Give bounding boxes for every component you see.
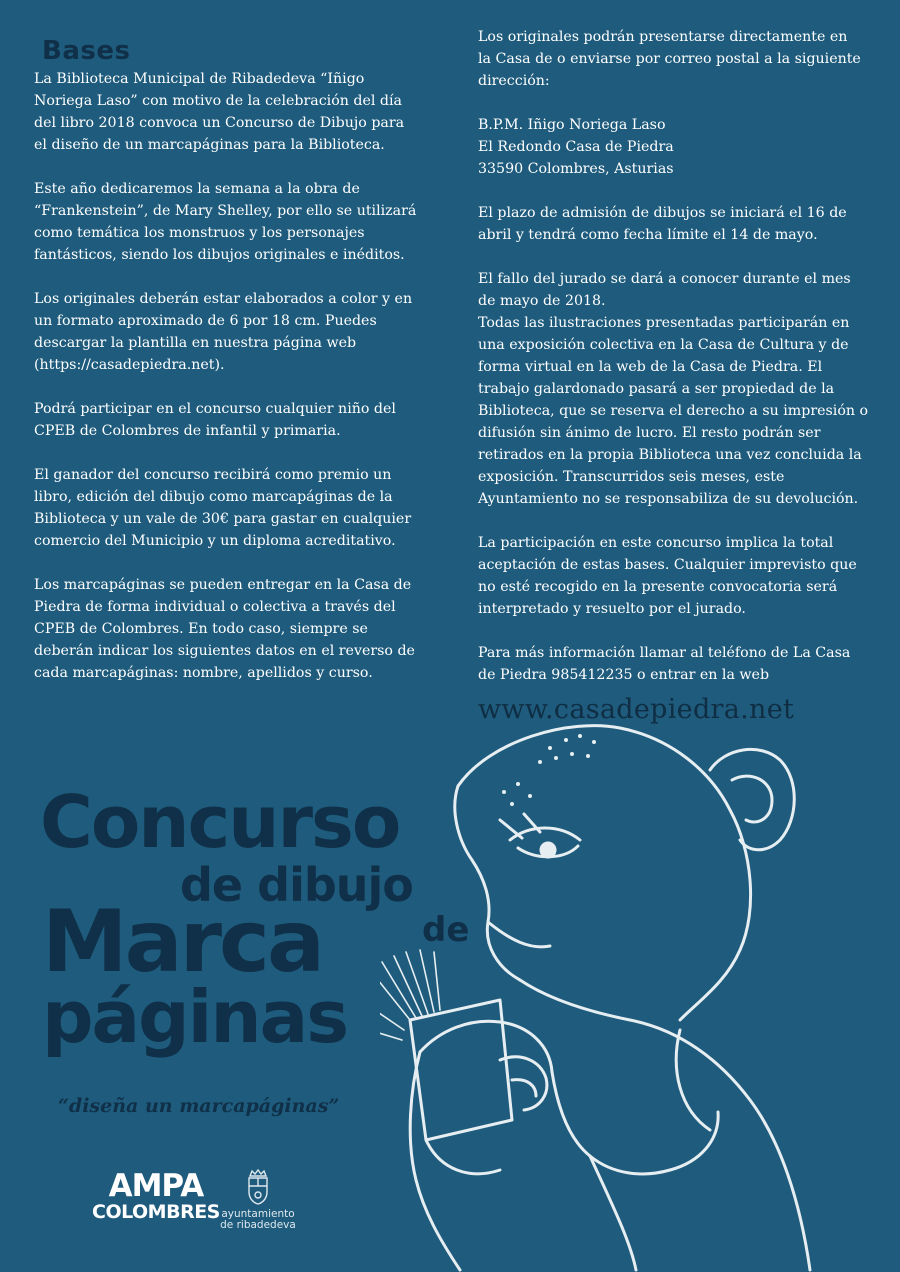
- ampa-logo-line1: AMPA: [108, 1168, 204, 1204]
- bases-paragraph-1: La Biblioteca Municipal de Ribadedeva “Iñigo Noriega Laso” con motivo de la celebración del día del libro 2018 convoca un Concurso de Dibujo para el diseño de un marcapáginas para la Biblioteca.: [34, 71, 405, 153]
- acceptance-paragraph: La participación en este concurso implica la total aceptación de estas bases. Cualquier imprevisto que no esté recogido en la presente convocatoria será interpretado y resuelto por el jurado.: [478, 535, 857, 617]
- bases-paragraph-4: Podrá participar en el concurso cualquier niño del CPEB de Colombres de infantil y primaria.: [34, 401, 396, 439]
- submission-paragraph: Los originales podrán presentarse directamente en la Casa de o enviarse por correo postal a la siguiente dirección:: [478, 29, 861, 89]
- bases-paragraph-3: Los originales deberán estar elaborados a color y en un formato aproximado de 6 por 18 cm. Puedes descargar la plantilla en nuestra página web (https://casadepiedra.net).: [34, 291, 413, 373]
- bases-paragraph-2: Este año dedicaremos la semana a la obra de “Frankenstein”, de Mary Shelley, por ello se utilizará como temática los monstruos y los personajes fantásticos, siendo los dibujos originales e inéditos.: [34, 181, 417, 263]
- ampa-logo-line2: COLOMBRES: [92, 1201, 220, 1223]
- coat-of-arms-icon: [244, 1168, 272, 1206]
- bases-column: [34, 36, 434, 706]
- headline-marca: Marca: [42, 892, 323, 992]
- figure-illustration: [380, 700, 900, 1272]
- website-link[interactable]: www.casadepiedra.net: [478, 694, 795, 725]
- bases-title: Bases: [42, 36, 131, 66]
- headline-concurso: Concurso: [40, 780, 400, 864]
- deadline-paragraph: El plazo de admisión de dibujos se iniciará el 16 de abril y tendrá como fecha límite el 14 de mayo.: [478, 205, 847, 243]
- info-column: [478, 26, 878, 725]
- slogan: “diseña un marcapáginas”: [58, 1095, 340, 1117]
- ampa-logo: [92, 1170, 220, 1222]
- bases-paragraph-6: Los marcapáginas se pueden entregar en la Casa de Piedra de forma individual o colectiva a través del CPEB de Colombres. En todo caso, siempre se deberán indicar los siguientes datos en el reverso de cada marcapáginas: nombre, apellidos y curso.: [34, 577, 415, 681]
- bases-paragraph-5: El ganador del concurso recibirá como premio un libro, edición del dibujo como marcapáginas de la Biblioteca y un vale de 30€ para gastar en cualquier comercio del Municipio y un diploma acreditativo.: [34, 467, 412, 549]
- ayuntamiento-line2: de ribadedeva: [220, 1219, 296, 1231]
- headline-de-dibujo: de dibujo: [180, 858, 413, 912]
- ayuntamiento-line1: ayuntamiento: [221, 1208, 295, 1220]
- headline-de: de: [422, 910, 470, 950]
- jury-paragraph: El fallo del jurado se dará a conocer durante el mes de mayo de 2018. Todas las ilustraciones presentadas participarán en una exposición colectiva en la Casa de Cultura y de forma virtual en la web de la Casa de Piedra. El trabajo galardonado pasará a ser propiedad de la Biblioteca, que se reserva el derecho a su impresión o difusión sin ánimo de lucro. El resto podrán ser retirados en la propia Biblioteca una vez concluida la exposición. Transcurridos seis meses, este Ayuntamiento no se responsabiliza de su devolución.: [478, 271, 869, 507]
- ayuntamiento-logo: [212, 1168, 304, 1231]
- headline-paginas: páginas: [42, 975, 348, 1059]
- contact-paragraph: Para más información llamar al teléfono de La Casa de Piedra 985412235 o entrar en la web: [478, 645, 851, 683]
- postal-address: B.P.M. Iñigo Noriega Laso El Redondo Casa de Piedra 33590 Colombres, Asturias: [478, 117, 674, 177]
